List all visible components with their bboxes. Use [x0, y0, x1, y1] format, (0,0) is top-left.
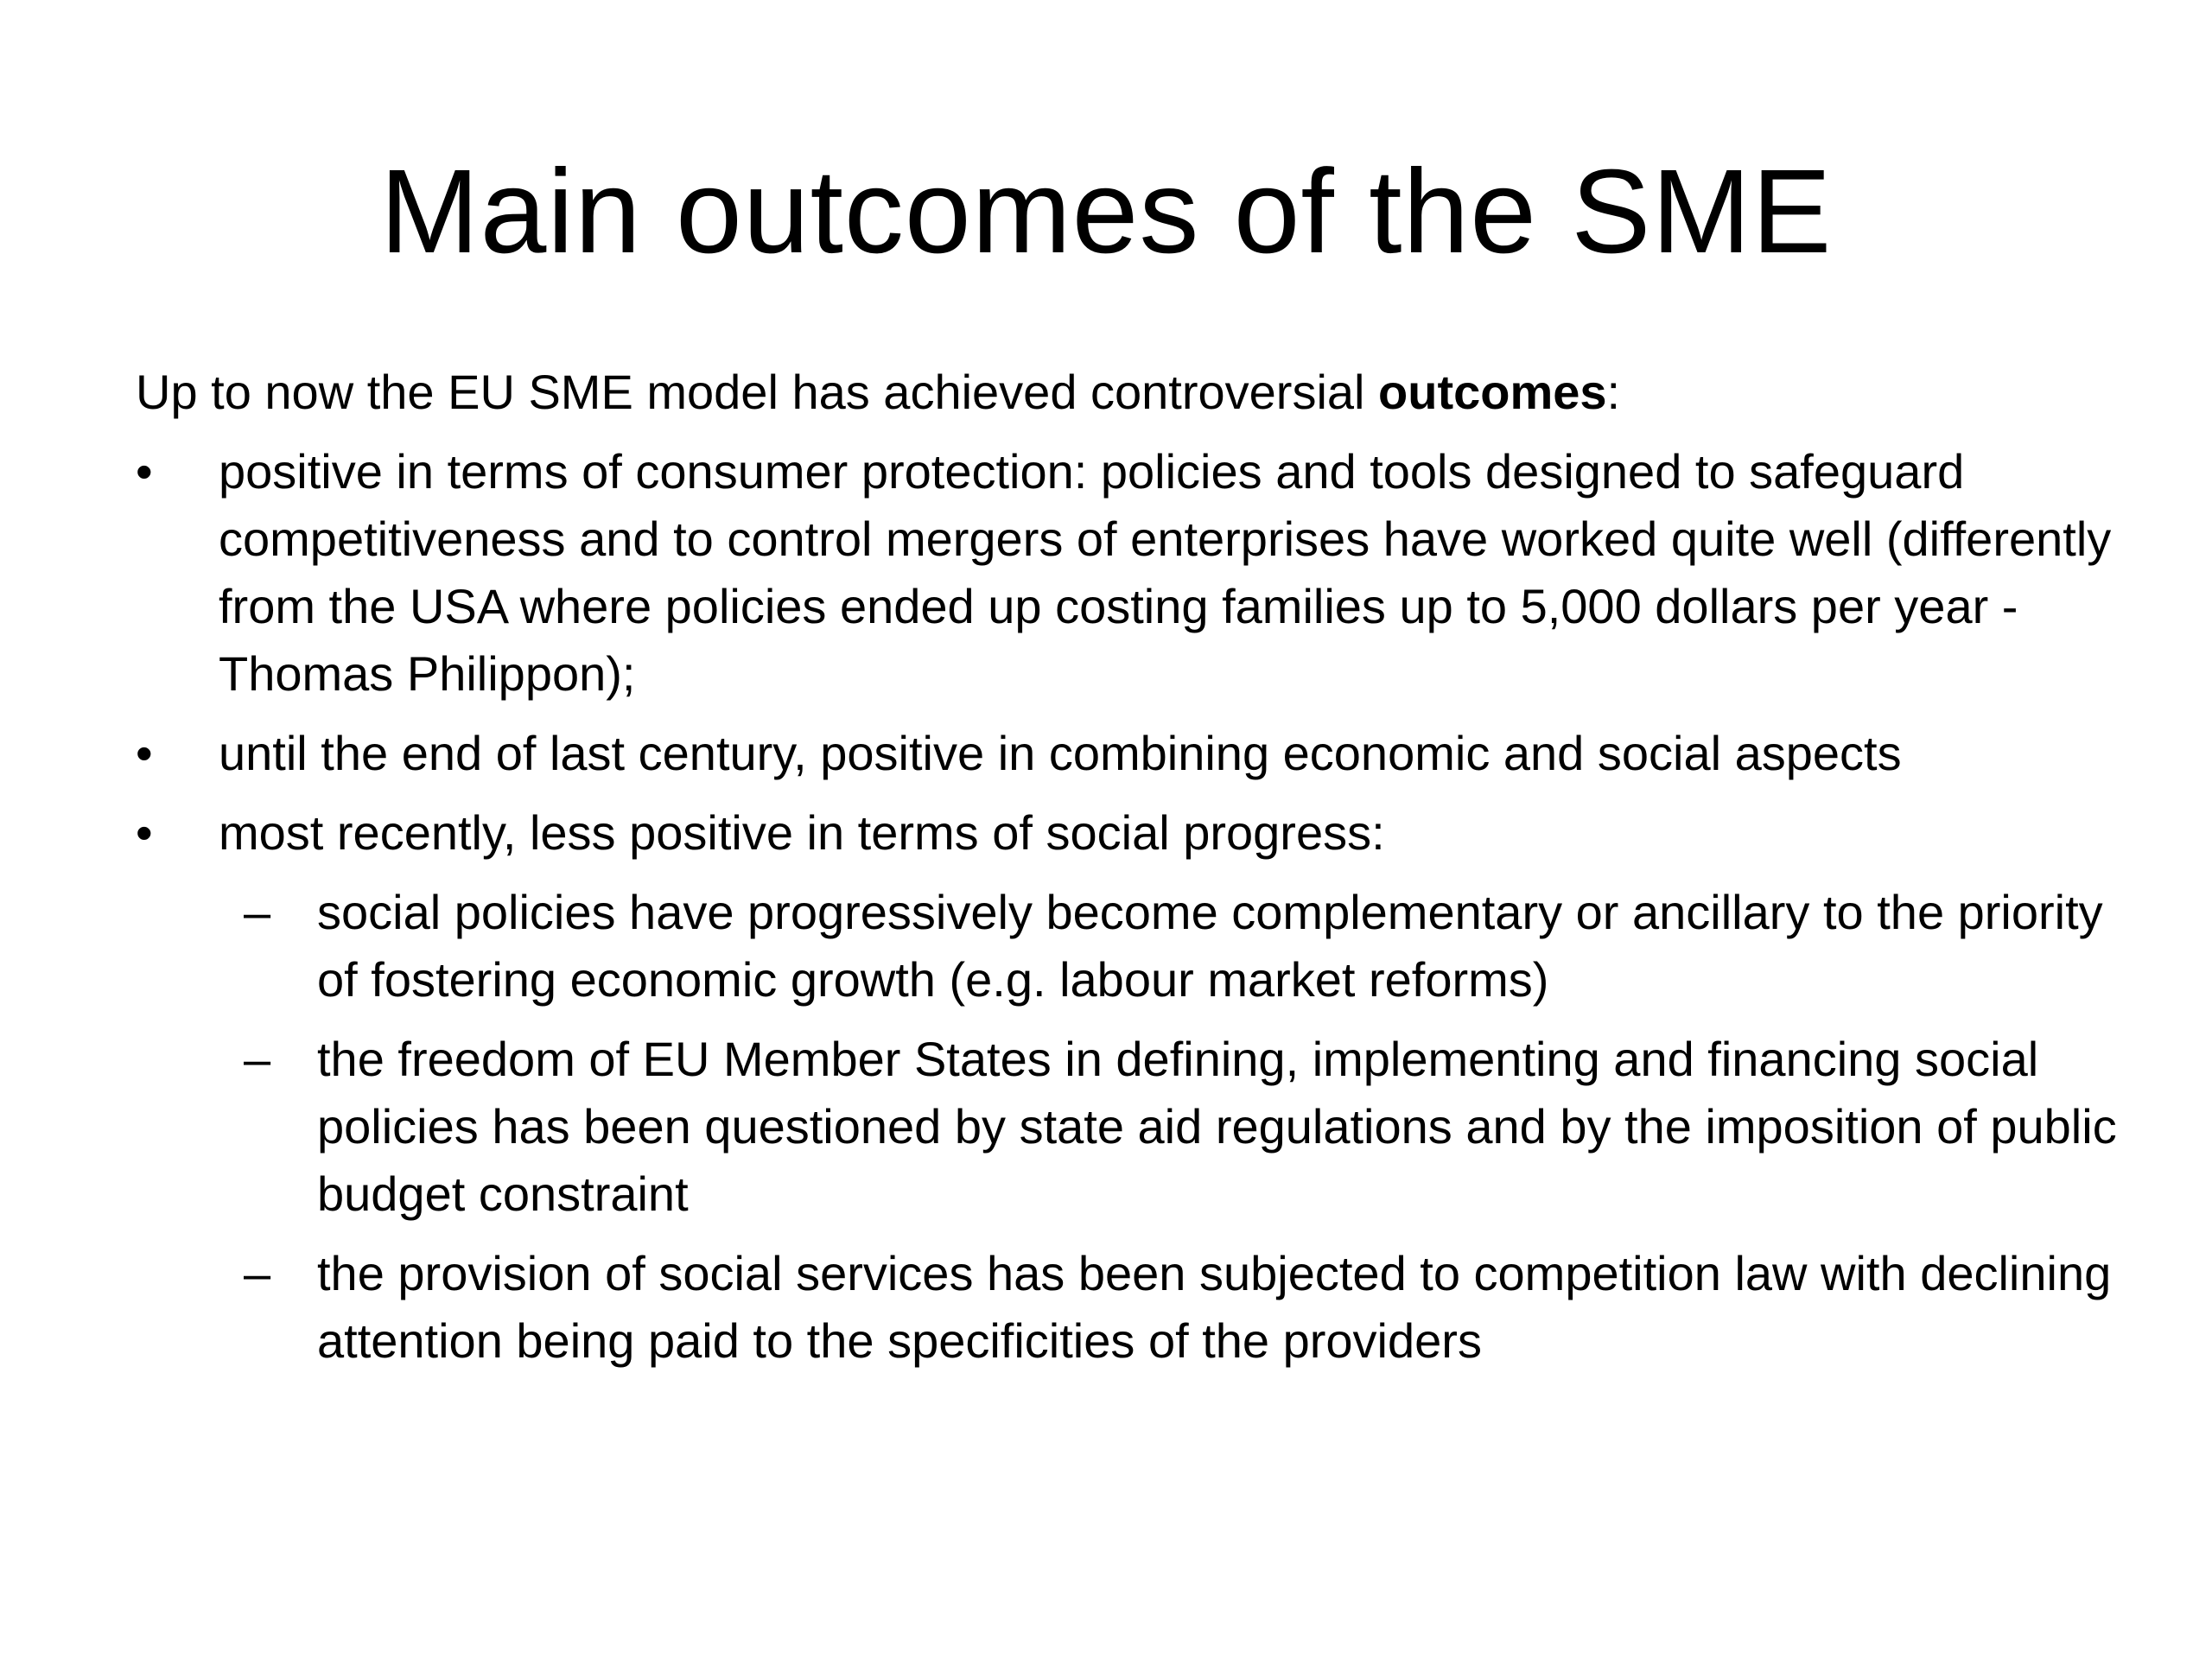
bullet-item: [136, 438, 2123, 708]
slide-body: [136, 359, 2123, 1387]
bullet-text: positive in terms of consumer protection: policies and tools designed to safeguard competitiveness and to control mergers of enterprises have worked quite well (differently from the USA where policies ended up costing families up to 5,000 dollars per year - Thomas Philippon);: [219, 444, 2112, 701]
subbullet-item: [136, 1026, 2123, 1228]
subbullet-text: the freedom of EU Member States in defining, implementing and financing social policies has been questioned by state aid regulations and by the imposition of public budget constraint: [317, 1032, 2117, 1221]
subbullet-item: [136, 879, 2123, 1014]
bullet-text: most recently, less positive in terms of social progress:: [219, 805, 1385, 860]
bullet-item: [136, 799, 2123, 867]
bullet-marker: •: [136, 805, 153, 860]
intro-bold-word: outcomes: [1378, 365, 1607, 419]
subbullet-text: the provision of social services has been subjected to competition law with declining attention being paid to the specificities of the providers: [317, 1246, 2112, 1368]
intro-text-start: Up to now the EU SME model has achieved controversial: [136, 365, 1379, 419]
subbullet-item: [136, 1240, 2123, 1375]
intro-text-end: :: [1606, 365, 1621, 419]
bullet-item: [136, 720, 2123, 787]
bullet-text: until the end of last century, positive in combining economic and social aspects: [219, 726, 1902, 780]
bullet-marker: •: [136, 444, 153, 499]
intro-text: [136, 359, 2123, 426]
subbullet-marker: –: [244, 1032, 271, 1086]
bullet-marker: •: [136, 726, 153, 780]
subbullet-marker: –: [244, 885, 271, 939]
slide-title: Main outcomes of the SME: [379, 145, 1833, 278]
subbullet-text: social policies have progressively become complementary or ancillary to the priority of fostering economic growth (e.g. labour market reforms): [317, 885, 2103, 1007]
subbullet-marker: –: [244, 1246, 271, 1300]
